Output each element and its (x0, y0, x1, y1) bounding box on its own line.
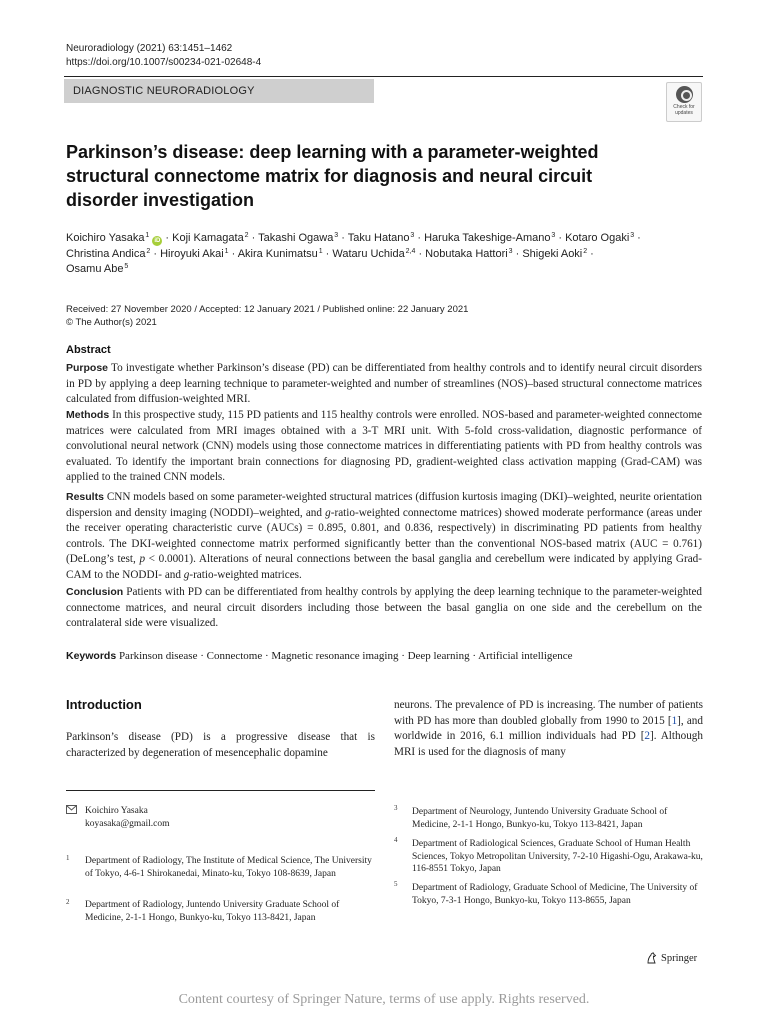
methods-label: Methods (66, 409, 110, 421)
copyright-line: © The Author(s) 2021 (66, 317, 157, 328)
results-italic: g (325, 506, 331, 519)
abstract-conclusion (66, 585, 702, 632)
abstract-heading: Abstract (66, 344, 111, 356)
methods-text: In this prospective study, 115 PD patients and 115 healthy controls were enrolled. NOS-based and parameter-weighted connectome matrices were calculated from MRI images obtained with a 3-T MRI unit. With 5-fold cross-validation, diagnostic performance of convolutional neural network (CNN) models using those connectome matrices in differentiating patients with PD from healthy controls was evaluated. To identify the important brain connections for diagnosing PD, gradient-weighted class activation mapping (Grad-CAM) was applied to the trained CNN models. (66, 409, 703, 484)
journal-citation: Neuroradiology (2021) 63:1451–1462 (66, 43, 233, 54)
introduction-heading: Introduction (66, 697, 142, 712)
author-affil: 2 (244, 232, 249, 239)
author-affil: 3 (630, 232, 635, 239)
abstract-methods (66, 408, 702, 486)
author-name: Christina Andica (66, 247, 146, 260)
results-italic: g (183, 568, 190, 581)
doi-link[interactable]: https://doi.org/10.1007/s00234-021-02648-4 (66, 57, 262, 68)
author-name: Akira Kunimatsu (237, 247, 318, 260)
introduction-right-text (394, 698, 703, 760)
affiliation-number: 4 (394, 836, 398, 844)
author-name: Kotaro Ogaki (565, 232, 630, 244)
publisher-name: Springer (661, 952, 698, 964)
results-text: CNN models based on some parameter-weighted structural matrices (diffusion kurtosis imaging (DKI)–weighted, neurite orientation dispersion and density imaging (NODDI)–weighted, and (66, 491, 702, 519)
author-list: Koichiro Yasaka $^1$ iD · Koji Kamagata $^2$ · Takashi Ogawa $^3$ · Taku Hatano $^3$ · Haruka Takeshige-Amano $^3$ · Kotaro Ogaki $^3$ · Christina Andica $^2$ · Hiroyuki Akai $^1$ · Akira Kunimatsu $^1$ · Wataru Uchida $^{2,4}$ · Nobutaka Hattori $^3$ · Shigeki Aoki $^2$ · Osamu Abe $^5$ (66, 232, 641, 275)
results-text: -ratio-weighted matrices. (189, 568, 302, 581)
author-affil: 3 (551, 232, 556, 239)
dates-line: Received: 27 November 2020 / Accepted: 12 January 2021 / Published online: 22 January 2021 (66, 304, 469, 315)
affiliation-number: 2 (66, 898, 70, 906)
introduction-left-text: Parkinson’s disease (PD) is a progressive disease that is characterized by degeneration of mesencephalic dopamine (66, 731, 375, 759)
conclusion-text: Patients with PD can be differentiated from healthy controls by applying the deep learning technique to the parameter-weighted connectome matrices, and neural circuit disorders including those between the basal ganglia on one side and the cerebellum on the contralateral side were visualized. (66, 586, 702, 630)
affiliation-text: Department of Radiology, The Institute of Medical Science, The University of Tokyo, 4-6-1 Shirokanedai, Minato-ku, Tokyo 108-8639, Japan (85, 856, 372, 879)
correspondence-email[interactable]: koyasaka@gmail.com (85, 818, 170, 829)
affiliation-number: 1 (66, 854, 70, 862)
affiliation-text: Department of Radiology, Graduate School of Medicine, The University of Tokyo, 7-3-1 Hongo, Bunkyo-ku, Tokyo 113-8655, Japan (412, 883, 698, 906)
intro-text: ]. Although MRI is used for the diagnosis of many (394, 730, 703, 758)
author-name: Taku Hatano (347, 232, 410, 244)
results-label: Results (66, 491, 104, 503)
author-affil: 2 (583, 247, 588, 255)
courtesy-footer: Content courtesy of Springer Nature, terms of use apply. Rights reserved. (178, 992, 590, 1007)
citation-link[interactable]: 2 (644, 730, 651, 743)
author-affil: 1 (224, 247, 229, 255)
author-name: Koichiro Yasaka (66, 232, 145, 244)
footnote-rule (66, 790, 375, 791)
keywords (66, 649, 702, 664)
author-affil: 1 (318, 247, 323, 255)
results-italic: p (139, 553, 146, 566)
author-name: Takashi Ogawa (258, 232, 334, 244)
author-name: Shigeki Aoki (522, 247, 583, 260)
results-text: -ratio-weighted connectome matrices) showed moderate performance (areas under the receiver operating characteristic curve (AUCs) = 0.895, 0.801, and 0.836, respectively) in discriminating PD patients from healthy controls. The DKI-weighted connectome matrix performed significantly better than the conventional NOS-based matrix (AUC = 0.761) (DeLong’s test, (66, 506, 703, 566)
author-affil: 1 (145, 232, 150, 239)
author-name: Osamu Abe (66, 263, 124, 275)
section-tag: DIAGNOSTIC NEURORADIOLOGY (64, 79, 374, 103)
author-affil: 2,4 (405, 247, 416, 255)
author-affil: 2 (146, 247, 151, 255)
author-name: Nobutaka Hattori (425, 247, 508, 260)
purpose-text: To investigate whether Parkinson’s disease (PD) can be differentiated from healthy controls and to identify neural circuit disorders in PD by applying a deep learning technique to parameter-weighted and number of streamlines (NOS)–based structural connectome matrices calculated from diffusion-weighted MRI. (66, 362, 702, 406)
conclusion-label: Conclusion (66, 586, 124, 598)
author-name: Wataru Uchida (332, 247, 405, 260)
affiliation-text: Department of Radiological Sciences, Graduate School of Human Health Sciences, Tokyo Metropolitan University, 7-2-10 Higashi-Ogu, Arakawa-ku, 116-8551 Tokyo, Japan (412, 839, 703, 874)
check-for-updates-icon (676, 86, 693, 103)
author-name: Haruka Takeshige-Amano (424, 232, 551, 244)
author-name: Koji Kamagata (172, 232, 244, 244)
correspondence (85, 805, 169, 830)
affiliation-number: 3 (394, 804, 398, 812)
citation-link[interactable]: 1 (671, 714, 678, 727)
check-for-updates-badge[interactable] (666, 82, 702, 122)
author-affil: 3 (410, 232, 415, 239)
keywords-text: Parkinson disease · Connectome · Magnetic resonance imaging · Deep learning · Artificial intelligence (118, 650, 573, 662)
keywords-label: Keywords (66, 650, 117, 662)
abstract-purpose (66, 361, 702, 408)
paper-title: Parkinson’s disease: deep learning with a parameter-weighted structural connectome matrix for diagnosis and neural circuit disorder investigation (66, 142, 599, 210)
purpose-label: Purpose (66, 362, 109, 374)
springer-logo (646, 952, 697, 964)
orcid-icon[interactable]: iD (154, 238, 161, 244)
intro-text: neurons. The prevalence of PD is increasing. The number of patients with PD has more than doubled globally from 1990 to 2015 [ (394, 699, 703, 727)
intro-text: ], and worldwide in 2016, 6.1 million individuals had PD [ (394, 714, 703, 743)
publication-dates (66, 303, 468, 329)
affiliation-text: Department of Neurology, Juntendo University Graduate School of Medicine, 2-1-1 Hongo, Bunkyo-ku, Tokyo 113-8421, Japan (412, 807, 668, 830)
author-affil: 5 (124, 263, 129, 270)
author-affil: 3 (334, 232, 339, 239)
check-for-updates-label: Check for updates (673, 104, 695, 116)
header-rule (64, 76, 703, 77)
springer-horse-icon (646, 952, 657, 964)
correspondence-name: Koichiro Yasaka (85, 806, 148, 816)
affiliation-number: 5 (394, 880, 398, 888)
mail-icon (66, 805, 77, 819)
abstract-results (66, 490, 702, 584)
affiliation-text: Department of Radiology, Juntendo University Graduate School of Medicine, 2-1-1 Hongo, Bunkyo-ku, Tokyo 113-8421, Japan (85, 900, 340, 923)
author-affil: 3 (508, 247, 513, 255)
author-name: Hiroyuki Akai (160, 247, 224, 260)
results-text: < 0.0001). Alterations of neural connections between the basal ganglia and cerebellum were indicated by applying Grad-CAM to the NODDI- and (66, 553, 702, 581)
